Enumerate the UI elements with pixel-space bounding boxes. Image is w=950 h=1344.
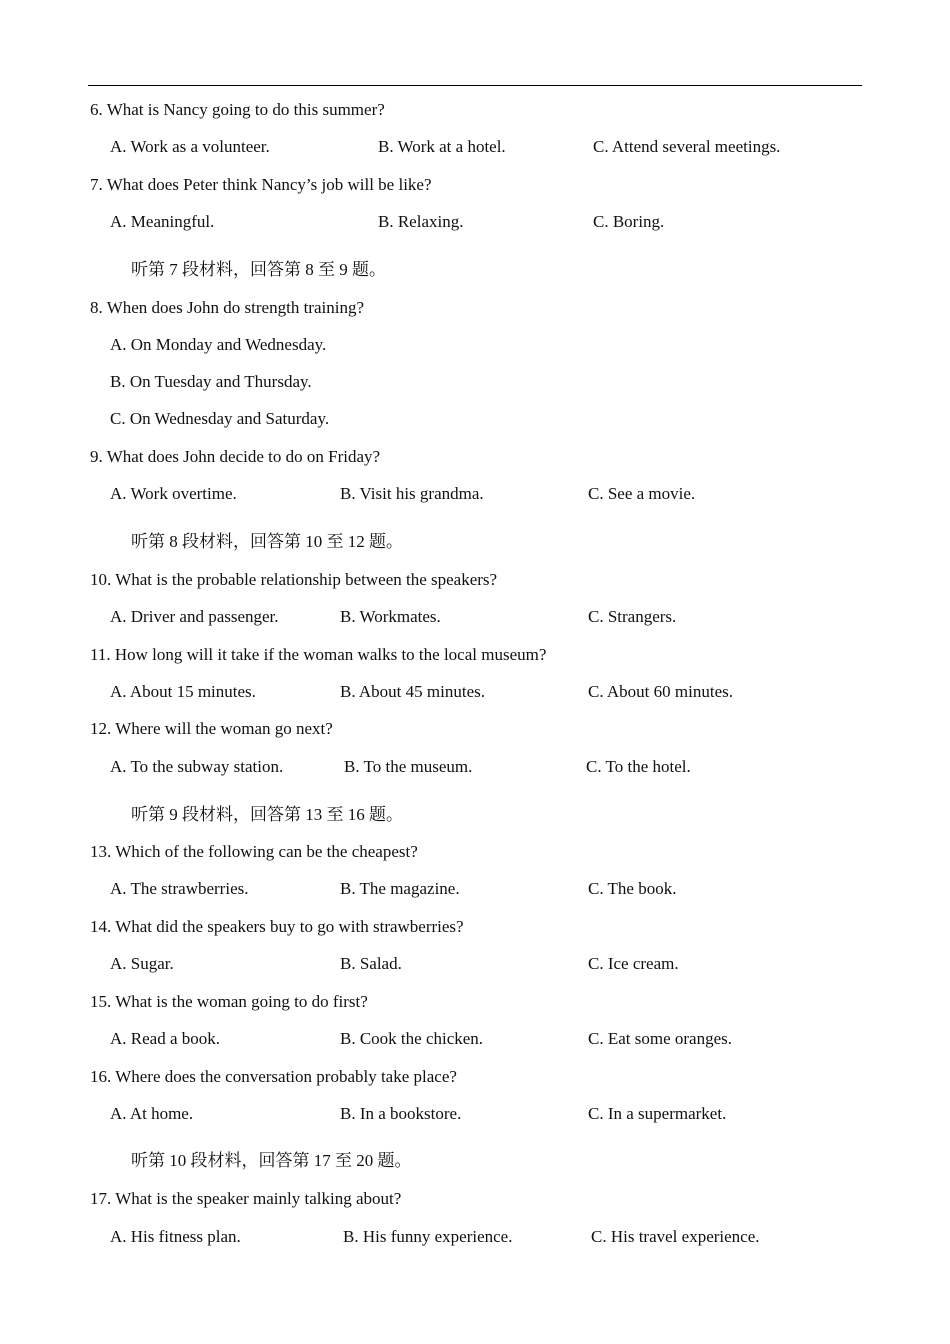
question-13-option-b: B. The magazine. — [340, 879, 460, 898]
question-9-option-a: A. Work overtime. — [110, 484, 237, 503]
question-15-option-c: C. Eat some oranges. — [588, 1029, 732, 1048]
question-8-option-a: A. On Monday and Wednesday. — [110, 335, 327, 354]
question-14: 14. What did the speakers buy to go with strawberries? — [90, 917, 464, 936]
question-17-option-b: B. His funny experience. — [343, 1227, 513, 1246]
question-12-option-c: C. To the hotel. — [586, 757, 691, 776]
question-10-option-c: C. Strangers. — [588, 607, 677, 626]
question-16-option-c: C. In a supermarket. — [588, 1104, 727, 1123]
question-8-option-c: C. On Wednesday and Saturday. — [110, 409, 330, 428]
question-14-option-b: B. Salad. — [340, 954, 402, 973]
question-14-option-a: A. Sugar. — [110, 954, 174, 973]
question-9-option-c: C. See a movie. — [588, 484, 696, 503]
question-17-option-c: C. His travel experience. — [591, 1227, 760, 1246]
question-11: 11. How long will it take if the woman walks to the local museum? — [90, 645, 547, 664]
section-heading-9: 听第 9 段材料，回答第 13 至 16 题。 — [131, 805, 403, 824]
question-16: 16. Where does the conversation probably take place? — [90, 1067, 457, 1086]
question-12: 12. Where will the woman go next? — [90, 719, 333, 738]
question-16-option-a: A. At home. — [110, 1104, 194, 1123]
section-heading-7: 听第 7 段材料，回答第 8 至 9 题。 — [131, 260, 386, 279]
question-10-option-a: A. Driver and passenger. — [110, 607, 279, 626]
question-8: 8. When does John do strength training? — [90, 298, 365, 317]
section-heading-10: 听第 10 段材料，回答第 17 至 20 题。 — [131, 1151, 412, 1170]
question-7: 7. What does Peter think Nancy’s job will be like? — [90, 175, 432, 194]
question-13-option-a: A. The strawberries. — [110, 879, 249, 898]
question-16-option-b: B. In a bookstore. — [340, 1104, 462, 1123]
question-15-option-a: A. Read a book. — [110, 1029, 221, 1048]
question-9: 9. What does John decide to do on Friday? — [90, 447, 381, 466]
question-6-option-a: A. Work as a volunteer. — [110, 137, 270, 156]
question-12-option-b: B. To the museum. — [344, 757, 473, 776]
question-17-option-a: A. His fitness plan. — [110, 1227, 241, 1246]
question-6-option-c: C. Attend several meetings. — [593, 137, 781, 156]
question-15: 15. What is the woman going to do first? — [90, 992, 368, 1011]
question-8-option-b: B. On Tuesday and Thursday. — [110, 372, 312, 391]
question-13: 13. Which of the following can be the cheapest? — [90, 842, 418, 861]
question-6-option-b: B. Work at a hotel. — [378, 137, 506, 156]
question-14-option-c: C. Ice cream. — [588, 954, 679, 973]
question-11-option-b: B. About 45 minutes. — [340, 682, 485, 701]
question-17: 17. What is the speaker mainly talking about? — [90, 1189, 402, 1208]
question-7-option-a: A. Meaningful. — [110, 212, 215, 231]
question-10: 10. What is the probable relationship between the speakers? — [90, 570, 498, 589]
section-heading-8: 听第 8 段材料，回答第 10 至 12 题。 — [131, 532, 403, 551]
header-rule — [88, 85, 862, 86]
question-11-option-a: A. About 15 minutes. — [110, 682, 256, 701]
question-12-option-a: A. To the subway station. — [110, 757, 284, 776]
question-9-option-b: B. Visit his grandma. — [340, 484, 484, 503]
question-15-option-b: B. Cook the chicken. — [340, 1029, 484, 1048]
question-6: 6. What is Nancy going to do this summer? — [90, 100, 385, 119]
question-13-option-c: C. The book. — [588, 879, 677, 898]
question-7-option-b: B. Relaxing. — [378, 212, 464, 231]
question-11-option-c: C. About 60 minutes. — [588, 682, 733, 701]
question-7-option-c: C. Boring. — [593, 212, 665, 231]
question-10-option-b: B. Workmates. — [340, 607, 441, 626]
